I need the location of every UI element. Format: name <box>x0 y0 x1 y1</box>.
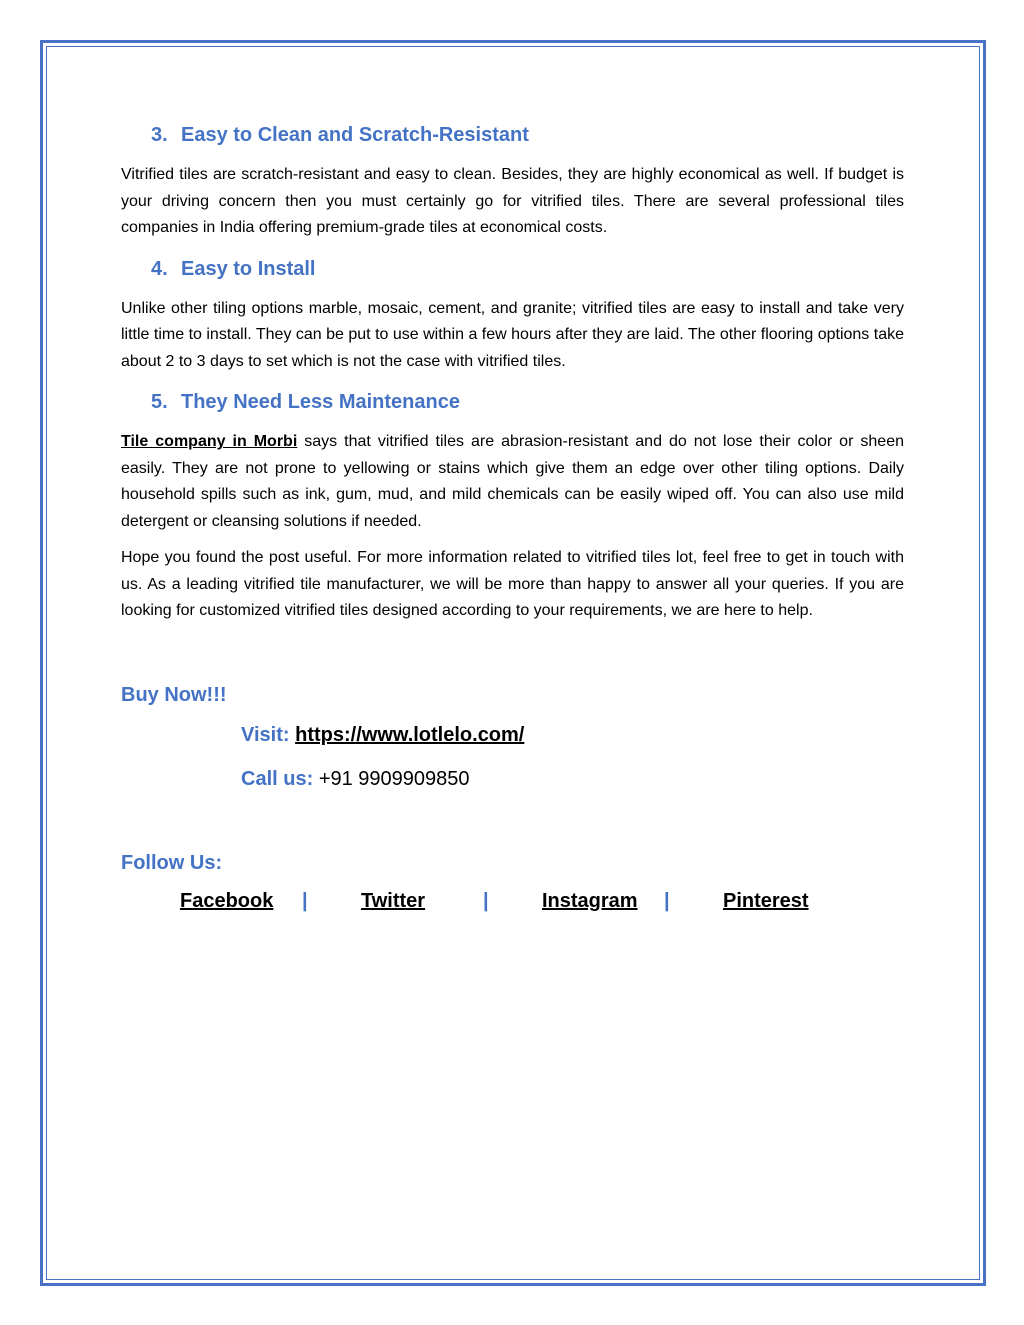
visit-label: Visit: <box>241 723 290 746</box>
social-separator: | <box>664 889 670 912</box>
section-title: They Need Less Maintenance <box>181 391 460 413</box>
section-heading-less-maintenance <box>151 385 904 419</box>
tile-company-link[interactable]: Tile company in Morbi <box>121 433 298 450</box>
phone-number: +91 9909909850 <box>318 767 470 790</box>
facebook-link[interactable]: Facebook <box>180 889 274 912</box>
call-line <box>241 757 904 801</box>
follow-us-heading: Follow Us: <box>121 851 223 874</box>
visit-line <box>241 713 904 757</box>
section-paragraph-easy-clean: Vitrified tiles are scratch-resistant and easy to clean. Besides, they are highly economical as well. If budget is your driving concern then you must certainly go for vitrified tiles. There are several professional tiles companies in India offering premium-grade tiles at economical costs. <box>121 166 904 236</box>
instagram-link[interactable]: Instagram <box>542 889 638 912</box>
section-paragraph-easy-install: Unlike other tiling options marble, mosaic, cement, and granite; vitrified tiles are easy to install and take very little time to install. They can be put to use within a few hours after they are laid. The other flooring options take about 2 to 3 days to set which is not the case with vitrified tiles. <box>121 299 904 370</box>
twitter-link[interactable]: Twitter <box>361 889 426 912</box>
paragraph-text: says that vitrified tiles are abrasion-resistant and do not lose their color or sheen easily. They are not prone to yellowing or stains which give them an edge over other tiling options. Daily household spills such as ink, gum, mud, and mild chemicals can be easily wiped off. You can also use mild detergent or cleansing solutions if needed. <box>121 433 904 530</box>
document-body <box>121 118 904 921</box>
website-link[interactable]: https://www.lotlelo.com/ <box>295 723 525 746</box>
section-heading-easy-clean <box>151 118 904 152</box>
section-heading-easy-install <box>151 252 904 286</box>
closing-paragraph: Hope you found the post useful. For more information related to vitrified tiles lot, feel free to get in touch with us. As a leading vitrified tile manufacturer, we will be more than happy to answer all your queries. If you are looking for customized vitrified tiles designed according to your requirements, we are here to help. <box>121 549 904 619</box>
buy-now-heading: Buy Now!!! <box>121 683 227 706</box>
section-number: 5. <box>151 391 168 413</box>
social-separator: | <box>483 889 489 912</box>
section-paragraph-less-maintenance <box>121 429 904 535</box>
section-title: Easy to Clean and Scratch-Resistant <box>181 124 529 146</box>
social-links <box>121 881 904 921</box>
section-number: 3. <box>151 124 168 146</box>
section-number: 4. <box>151 257 168 280</box>
social-separator: | <box>302 889 308 912</box>
section-title: Easy to Install <box>181 257 316 280</box>
call-label: Call us: <box>241 767 314 790</box>
pinterest-link[interactable]: Pinterest <box>723 889 809 912</box>
